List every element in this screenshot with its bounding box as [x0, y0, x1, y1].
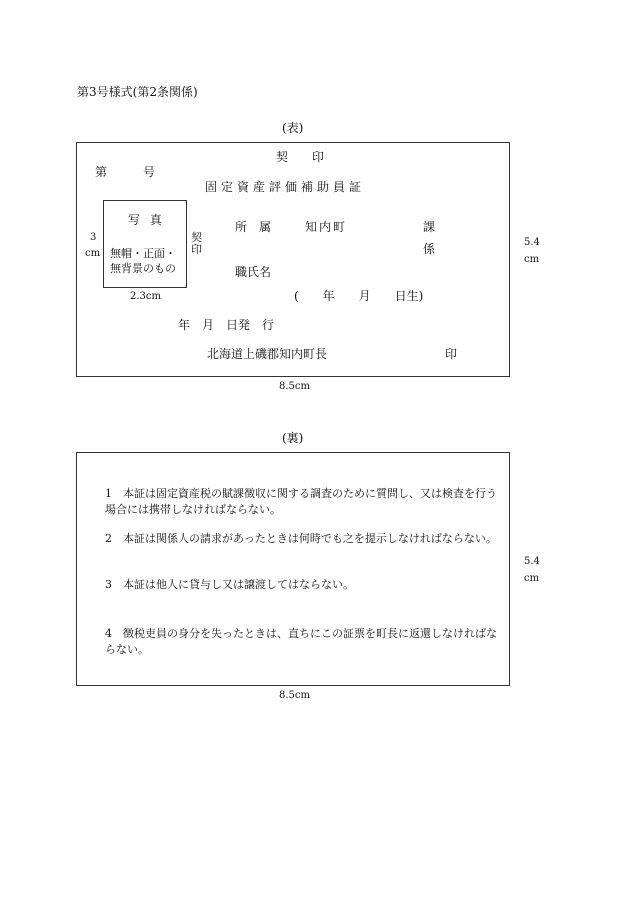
photo-label: 写 真 — [128, 213, 165, 227]
back-item-3: 3 本証は他人に貸与し又は譲渡してはならない。 — [105, 578, 354, 591]
back-heading: (裏) — [282, 431, 304, 445]
form-title: 第3号様式(第2条関係) — [77, 85, 198, 99]
section-label: 課 — [423, 220, 436, 234]
stamp-label: 契 印 — [191, 231, 202, 256]
back-item-2: 2 本証は関係人の請求があったときは何時でも之を提示しなければならない。 — [105, 532, 497, 545]
card-title: 固定資産評価補助員証 — [205, 180, 366, 194]
front-width-dim: 8.5cm — [279, 381, 310, 392]
issuer-seal: 印 — [445, 347, 458, 361]
staff-label: 係 — [423, 242, 436, 256]
photo-height-value: 3 — [90, 232, 97, 243]
photo-height-unit: cm — [85, 248, 101, 259]
back-item-1: 1 本証は固定資産税の賦課徴収に関する調査のために質問し、又は検査を行う場合には携帯しなければならない。 — [105, 487, 497, 516]
town-name: 知内町 — [305, 220, 348, 234]
number-label: 第 号 — [95, 165, 156, 179]
back-width-dim: 8.5cm — [279, 690, 310, 701]
seal-label: 契 印 — [276, 150, 325, 164]
back-item-4: 4 徴税吏員の身分を失ったときは、直ちにこの証票を町長に返還しなければならない。 — [105, 627, 497, 656]
back-height-dim-unit: cm — [524, 573, 540, 584]
photo-width: 2.3cm — [130, 291, 161, 302]
front-heading: (表) — [282, 121, 304, 135]
front-height-dim-value: 5.4 — [524, 237, 540, 248]
birthdate: ( 年 月 日生) — [294, 289, 424, 303]
issue-date: 年 月 日発 行 — [178, 318, 275, 332]
front-height-dim-unit: cm — [524, 254, 540, 265]
issuer: 北海道上磯郡知内町長 — [207, 347, 328, 361]
photo-note-line2: 無背景のもの — [110, 262, 176, 275]
photo-note-line1: 無帽・正面・ — [110, 247, 176, 260]
back-height-dim-value: 5.4 — [524, 556, 540, 567]
affiliation-label: 所 属 — [235, 220, 272, 234]
position-name-label: 職氏名 — [235, 265, 272, 279]
